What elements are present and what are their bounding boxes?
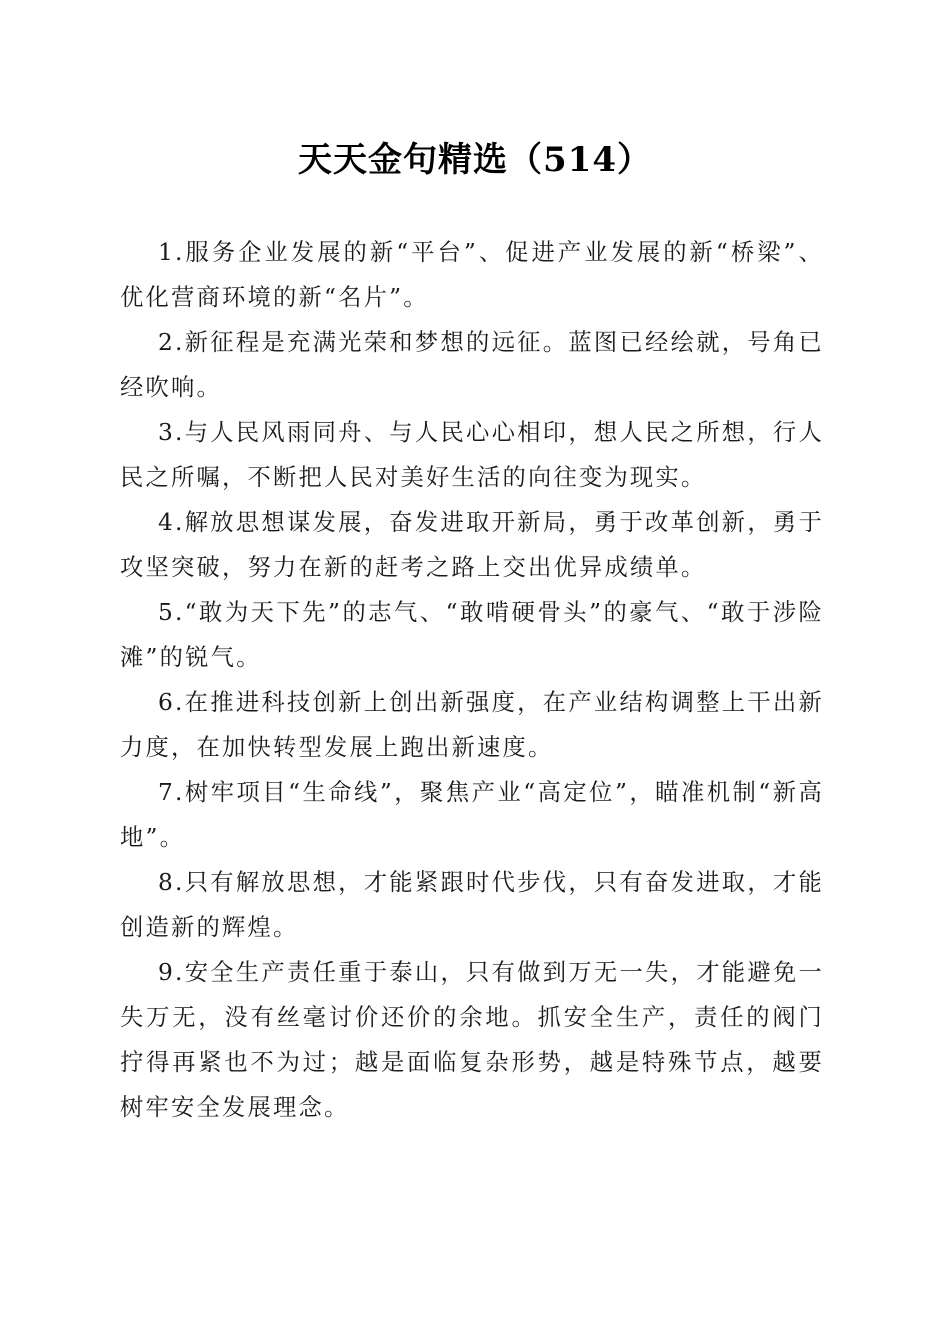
quote-item-7: 7.树牢项目“生命线”，聚焦产业“高定位”，瞄准机制“新高地”。: [120, 779, 824, 851]
quote-item-8: 8.只有解放思想，才能紧跟时代步伐，只有奋发进取，才能创造新的辉煌。: [120, 869, 824, 941]
quote-item-2: 2.新征程是充满光荣和梦想的远征。蓝图已经绘就，号角已经吹响。: [120, 329, 824, 401]
quote-item-3: 3.与人民风雨同舟、与人民心心相印，想人民之所想，行人民之所嘱，不断把人民对美好生活的向往变为现实。: [120, 419, 824, 491]
document-title: 天天金句精选（514）: [298, 140, 652, 180]
quote-item-4: 4.解放思想谋发展，奋发进取开新局，勇于改革创新，勇于攻坚突破，努力在新的赶考之路上交出优异成绩单。: [120, 509, 824, 581]
quote-item-9: 9.安全生产责任重于泰山，只有做到万无一失，才能避免一失万无，没有丝毫讨价还价的余地。抓安全生产，责任的阀门拧得再紧也不为过；越是面临复杂形势，越是特殊节点，越要树牢安全发展理念。: [120, 959, 824, 1121]
quote-item-5: 5.“敢为天下先”的志气、“敢啃硬骨头”的豪气、“敢于涉险滩”的锐气。: [120, 599, 824, 671]
quote-item-1: 1.服务企业发展的新“平台”、促进产业发展的新“桥梁”、优化营商环境的新“名片”。: [120, 239, 824, 311]
document-body: [120, 230, 824, 1130]
quote-item-6: 6.在推进科技创新上创出新强度，在产业结构调整上干出新力度，在加快转型发展上跑出新速度。: [120, 689, 824, 761]
